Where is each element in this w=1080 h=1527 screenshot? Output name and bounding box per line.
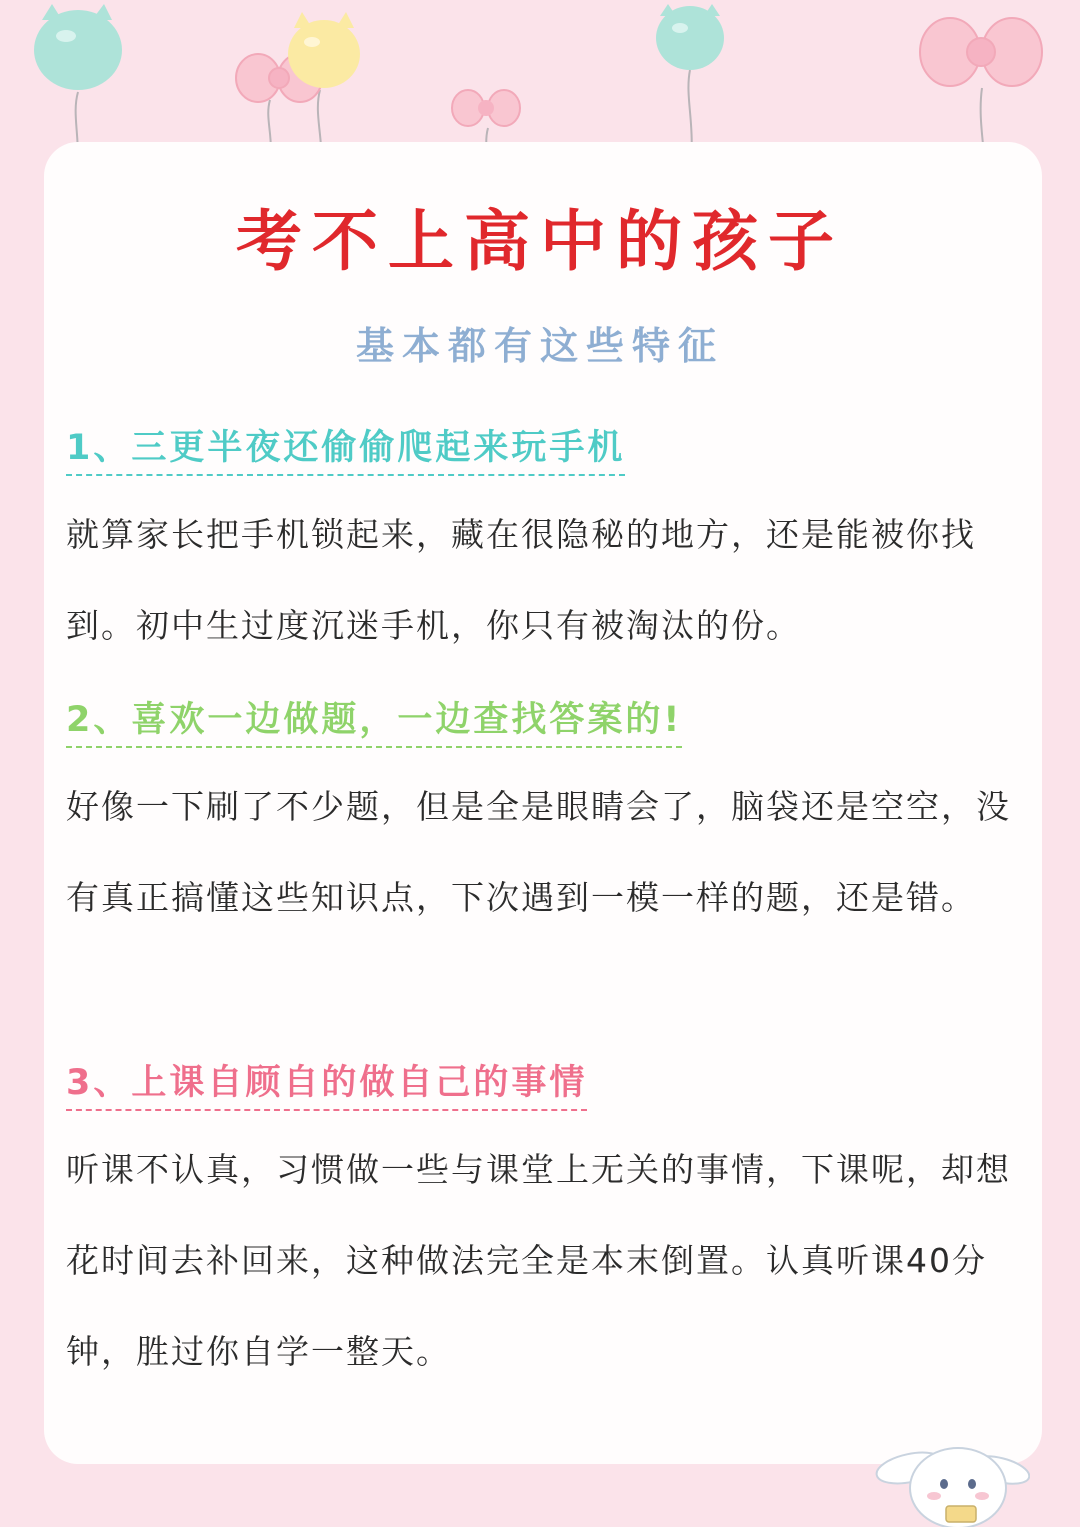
section-heading-1: 1、三更半夜还偷偷爬起来玩手机 <box>66 420 625 476</box>
section-body-1: 就算家长把手机锁起来，藏在很隐秘的地方，还是能被你找到。初中生过度沉迷手机，你只有被淘汰的份。 <box>66 515 976 645</box>
bow-balloon-icon <box>452 90 520 126</box>
bow-balloon-icon <box>920 18 1042 86</box>
balloon-icon <box>288 12 360 88</box>
balloon-icon <box>656 4 724 70</box>
bunny-mascot-icon <box>870 1428 1030 1527</box>
section-body-2: 好像一下刷了不少题，但是全是眼睛会了，脑袋还是空空，没有真正搞懂这些知识点，下次遇到一模一样的题，还是错。 <box>66 787 1011 917</box>
balloon-icon <box>34 4 122 90</box>
page-title: 考不上高中的孩子 <box>236 203 844 280</box>
section-heading-2: 2、喜欢一边做题，一边查找答案的! <box>66 692 682 748</box>
section-heading-3: 3、上课自顾自的做自己的事情 <box>66 1055 587 1111</box>
page-subtitle: 基本都有这些特征 <box>355 324 724 368</box>
section-body-3: 听课不认真，习惯做一些与课堂上无关的事情，下课呢，却想花时间去补回来，这种做法完全是本末倒置。认真听课40分钟，胜过你自学一整天。 <box>66 1150 1011 1371</box>
